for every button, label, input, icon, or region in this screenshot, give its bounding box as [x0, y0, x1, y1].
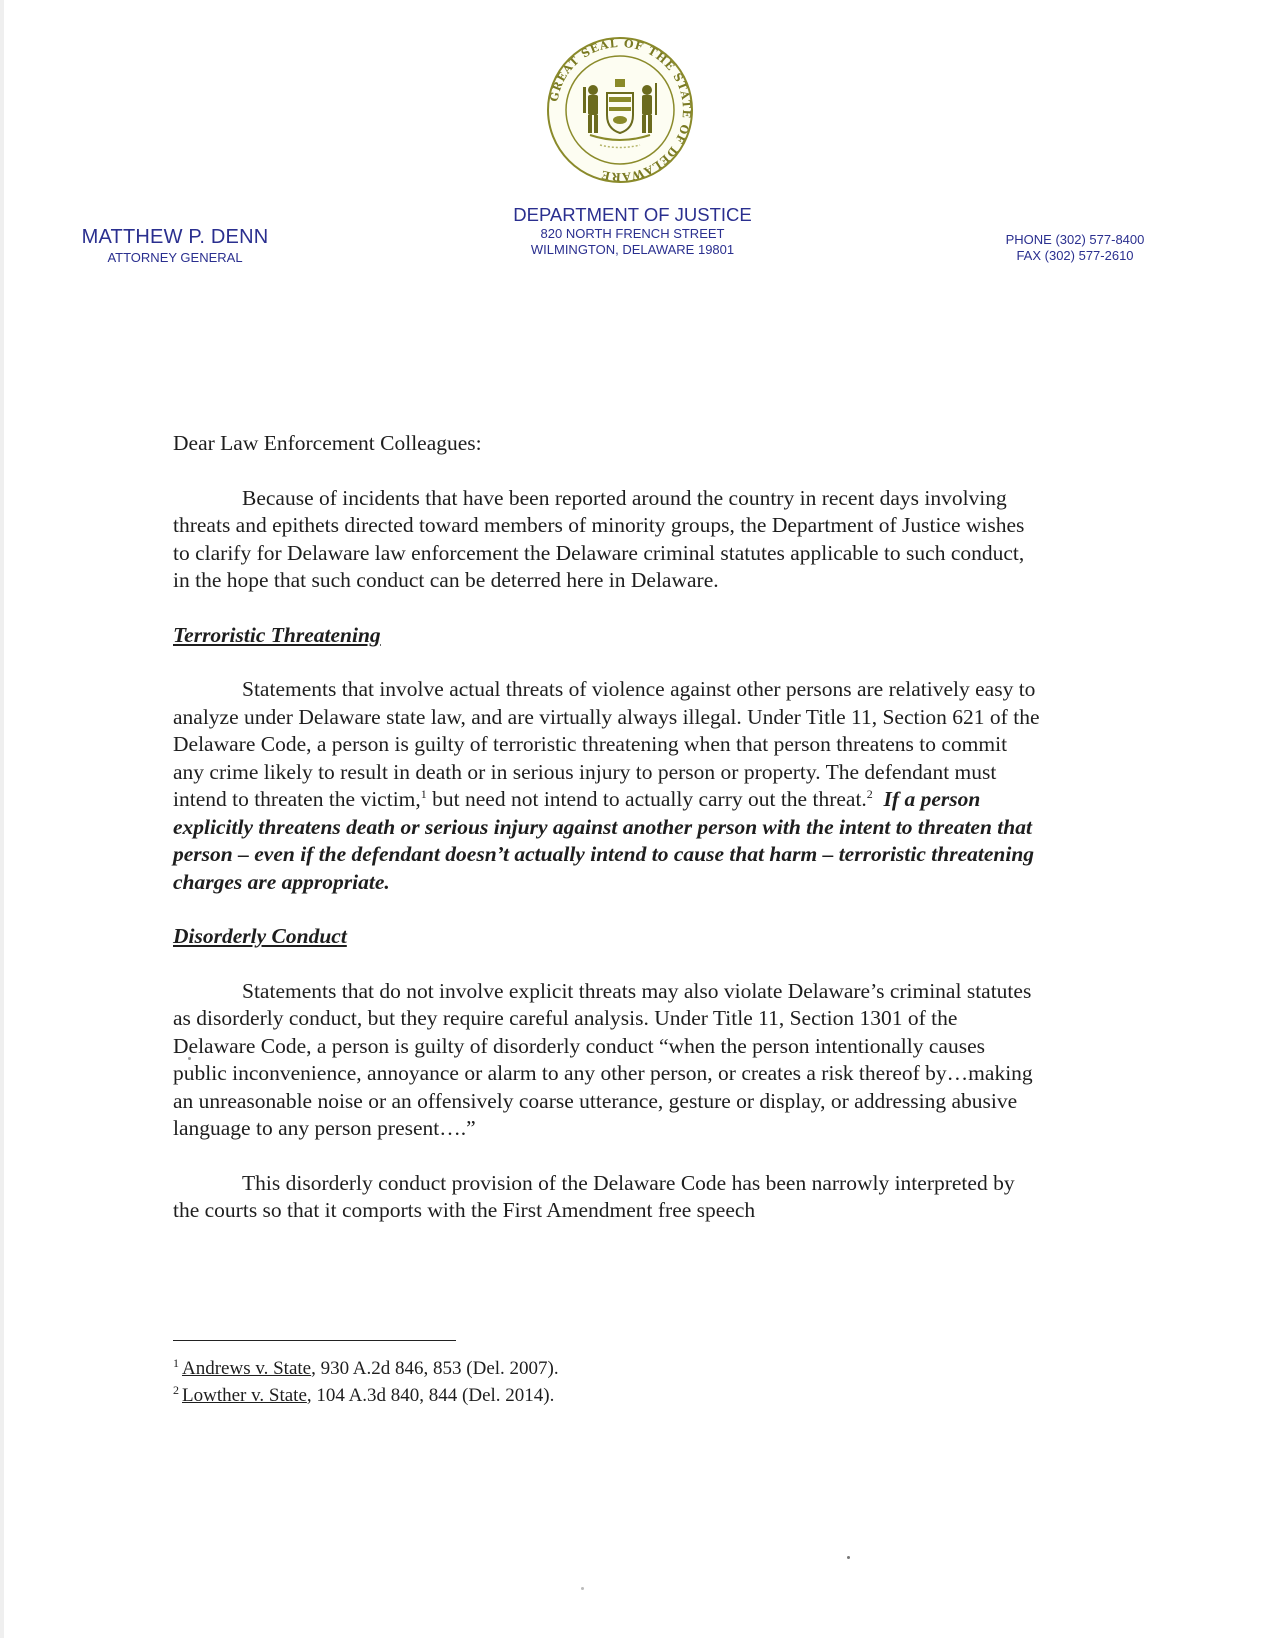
attorney-general-title: ATTORNEY GENERAL: [107, 250, 243, 265]
intro-paragraph: Because of incidents that have been reported around the country in recent days involving threats and epithets directed toward members of minority groups, the Department of Justice wishes to clarify for Delaware law enforcement the Delaware criminal statutes applicable to such conduct, in the hope that such conduct can be deterred here in Delaware.: [173, 485, 1025, 592]
scan-edge: [0, 0, 4, 1638]
footnote-number: 1: [173, 1356, 179, 1370]
state-seal-icon: [545, 35, 695, 185]
letter-body: [173, 430, 1043, 1225]
footnote-citation: , 104 A.3d 840, 844 (Del. 2014).: [306, 1385, 555, 1406]
phone-number: PHONE (302) 577-8400: [1005, 232, 1145, 247]
terroristic-threatening-text-2: but need not intend to actually carry out the threat.: [426, 787, 867, 811]
footnote-2: [173, 1382, 559, 1409]
footnote-divider: [173, 1340, 456, 1341]
disorderly-conduct-paragraph-1: Statements that do not involve explicit threats may also violate Delaware’s criminal statutes as disorderly conduct, but they require careful analysis. Under Title 11, Section 1301 of the Delaware Code, a person is guilty of disorderly conduct “when the person intentionally causes public inconvenience, annoyance or alarm to any other person, or creates a risk thereof by…making an unreasonable noise or an offensively coarse utterance, gesture or display, or addressing abusive language to any person present….”: [173, 978, 1033, 1140]
paragraph-spacer: [173, 1143, 1043, 1170]
terroristic-threatening-text-1: Statements that involve actual threats of violence against other persons are relatively easy to analyze under Delaware state law, and are virtually always illegal. Under Title 11, Section 621 of the Delaware Code, a person is guilty of terroristic threatening when that person threatens to commit any crime likely to result in death or in serious injury to person or property. The defendant must intend to threaten the victim,: [173, 677, 1040, 811]
department-block: [440, 204, 825, 258]
attorney-general-name: MATTHEW P. DENN: [81, 226, 269, 248]
footnote-1: [173, 1355, 559, 1382]
terroristic-threatening-paragraph: [173, 676, 1043, 896]
department-city: WILMINGTON, DELAWARE 19801: [530, 242, 735, 257]
salutation: Dear Law Enforcement Colleagues:: [173, 431, 482, 455]
footnote-case-name: Andrews v. State: [182, 1358, 312, 1379]
footnotes: [173, 1355, 559, 1409]
footnote-case-name: Lowther v. State: [182, 1385, 307, 1406]
scan-artifact: [188, 1057, 191, 1060]
disorderly-conduct-paragraph-2: This disorderly conduct provision of the Delaware Code has been narrowly interpreted by the courts so that it comports with the First Amendment free speech: [173, 1170, 1015, 1222]
footnote-citation: , 930 A.2d 846, 853 (Del. 2007).: [311, 1358, 559, 1379]
department-street: 820 NORTH FRENCH STREET: [540, 226, 725, 241]
scan-artifact: [581, 1587, 584, 1590]
footnote-ref-2[interactable]: 2: [866, 787, 873, 801]
footnote-ref-1[interactable]: 1: [420, 787, 427, 801]
terroristic-threatening-emphasis: If a person explicitly threatens death or serious injury against another person with the intent to threaten that person – even if the defendant doesn’t actually intend to cause that harm – terroristic threatening charges are appropriate.: [173, 787, 1035, 894]
section-heading-terroristic-threatening: Terroristic Threatening: [173, 622, 381, 647]
scan-artifact: [847, 1556, 850, 1559]
section-heading-disorderly-conduct: Disorderly Conduct: [173, 924, 347, 948]
contact-block: [985, 232, 1165, 264]
svg-text:GREAT SEAL OF THE STATE OF DEL: GREAT SEAL OF THE STATE OF DELAWARE: [547, 36, 694, 184]
department-name: DEPARTMENT OF JUSTICE: [513, 204, 752, 225]
footnote-number: 2: [173, 1383, 179, 1397]
attorney-general-block: [60, 226, 290, 266]
fax-number: FAX (302) 577-2610: [1016, 248, 1134, 263]
